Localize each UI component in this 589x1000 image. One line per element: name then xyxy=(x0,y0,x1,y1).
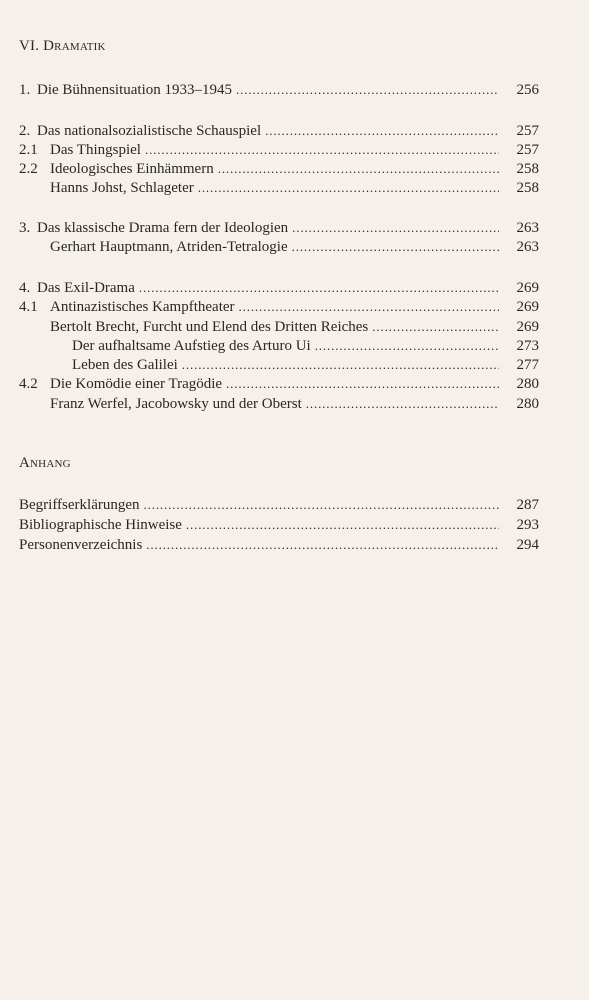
entry-number: 4. xyxy=(19,280,31,296)
entry-title: Das klassische Drama fern der Ideologien xyxy=(37,220,289,236)
dot-leader xyxy=(315,336,499,356)
section-title: Dramatik xyxy=(43,38,106,54)
entry-page: 258 xyxy=(516,161,539,177)
entry-page: 269 xyxy=(516,299,539,315)
toc-entry[interactable] xyxy=(19,394,539,414)
section-heading-anhang xyxy=(19,455,71,472)
entry-title: Ideologisches Einhämmern xyxy=(50,161,214,177)
toc-entry[interactable] xyxy=(19,218,539,238)
entry-title: Die Bühnensituation 1933–1945 xyxy=(37,82,232,98)
dot-leader xyxy=(292,237,499,257)
entry-number: 4.1 xyxy=(19,299,38,315)
dot-leader xyxy=(372,317,499,337)
entry-page: 257 xyxy=(516,142,539,158)
entry-page: 263 xyxy=(516,239,539,255)
entry-title: Die Komödie einer Tragödie xyxy=(50,376,223,392)
toc-entry[interactable] xyxy=(19,535,539,555)
toc-entry[interactable] xyxy=(19,317,539,337)
entry-title: Bertolt Brecht, Furcht und Elend des Dritten Reiches xyxy=(50,319,369,335)
toc-entry[interactable] xyxy=(19,140,539,160)
entry-page: 256 xyxy=(516,82,539,98)
dot-leader xyxy=(145,140,499,160)
entry-number: 2.1 xyxy=(19,142,38,158)
entry-title: Antinazistisches Kampftheater xyxy=(50,299,235,315)
toc-entry[interactable] xyxy=(19,355,539,375)
dot-leader xyxy=(292,218,499,238)
dot-leader xyxy=(144,495,499,515)
entry-number: 2.2 xyxy=(19,161,38,177)
toc-entry[interactable] xyxy=(19,121,539,141)
entry-page: 294 xyxy=(516,537,539,553)
entry-number: 2. xyxy=(19,123,31,139)
dot-leader xyxy=(218,159,499,179)
entry-page: 258 xyxy=(516,180,539,196)
entry-page: 273 xyxy=(516,338,539,354)
entry-title: Gerhart Hauptmann, Atriden-Tetralogie xyxy=(50,239,288,255)
section-roman: VI. xyxy=(19,38,40,54)
toc-entry[interactable] xyxy=(19,515,539,535)
entry-page: 293 xyxy=(516,517,539,533)
entry-title: Leben des Galilei xyxy=(72,357,178,373)
toc-entry[interactable] xyxy=(19,336,539,356)
entry-number: 4.2 xyxy=(19,376,38,392)
entry-page: 280 xyxy=(516,396,539,412)
entry-number: 1. xyxy=(19,82,31,98)
dot-leader xyxy=(226,374,499,394)
dot-leader xyxy=(239,297,499,317)
entry-title: Das nationalsozialistische Schauspiel xyxy=(37,123,262,139)
entry-title: Hanns Johst, Schlageter xyxy=(50,180,194,196)
entry-title: Franz Werfel, Jacobowsky und der Oberst xyxy=(50,396,302,412)
toc-entry[interactable] xyxy=(19,495,539,515)
dot-leader xyxy=(198,178,499,198)
toc-entry[interactable] xyxy=(19,80,539,100)
entry-title: Bibliographische Hinweise xyxy=(19,517,182,533)
entry-page: 263 xyxy=(516,220,539,236)
dot-leader xyxy=(265,121,499,141)
toc-entry[interactable] xyxy=(19,237,539,257)
entry-page: 257 xyxy=(516,123,539,139)
toc-entry[interactable] xyxy=(19,178,539,198)
toc-entry[interactable] xyxy=(19,159,539,179)
entry-number: 3. xyxy=(19,220,31,236)
entry-page: 269 xyxy=(516,319,539,335)
dot-leader xyxy=(236,80,499,100)
section-heading-vi xyxy=(19,38,106,55)
section-title: Anhang xyxy=(19,455,71,471)
entry-page: 280 xyxy=(516,376,539,392)
entry-title: Begriffserklärungen xyxy=(19,497,140,513)
dot-leader xyxy=(139,278,499,298)
entry-page: 277 xyxy=(516,357,539,373)
entry-title: Personenverzeichnis xyxy=(19,537,143,553)
toc-entry[interactable] xyxy=(19,278,539,298)
entry-title: Der aufhaltsame Aufstieg des Arturo Ui xyxy=(72,338,311,354)
entry-title: Das Thingspiel xyxy=(50,142,141,158)
dot-leader xyxy=(306,394,499,414)
entry-title: Das Exil-Drama xyxy=(37,280,135,296)
dot-leader xyxy=(146,535,499,555)
toc-entry[interactable] xyxy=(19,297,539,317)
dot-leader xyxy=(182,355,499,375)
toc-entry[interactable] xyxy=(19,374,539,394)
entry-page: 287 xyxy=(516,497,539,513)
entry-page: 269 xyxy=(516,280,539,296)
dot-leader xyxy=(186,515,499,535)
